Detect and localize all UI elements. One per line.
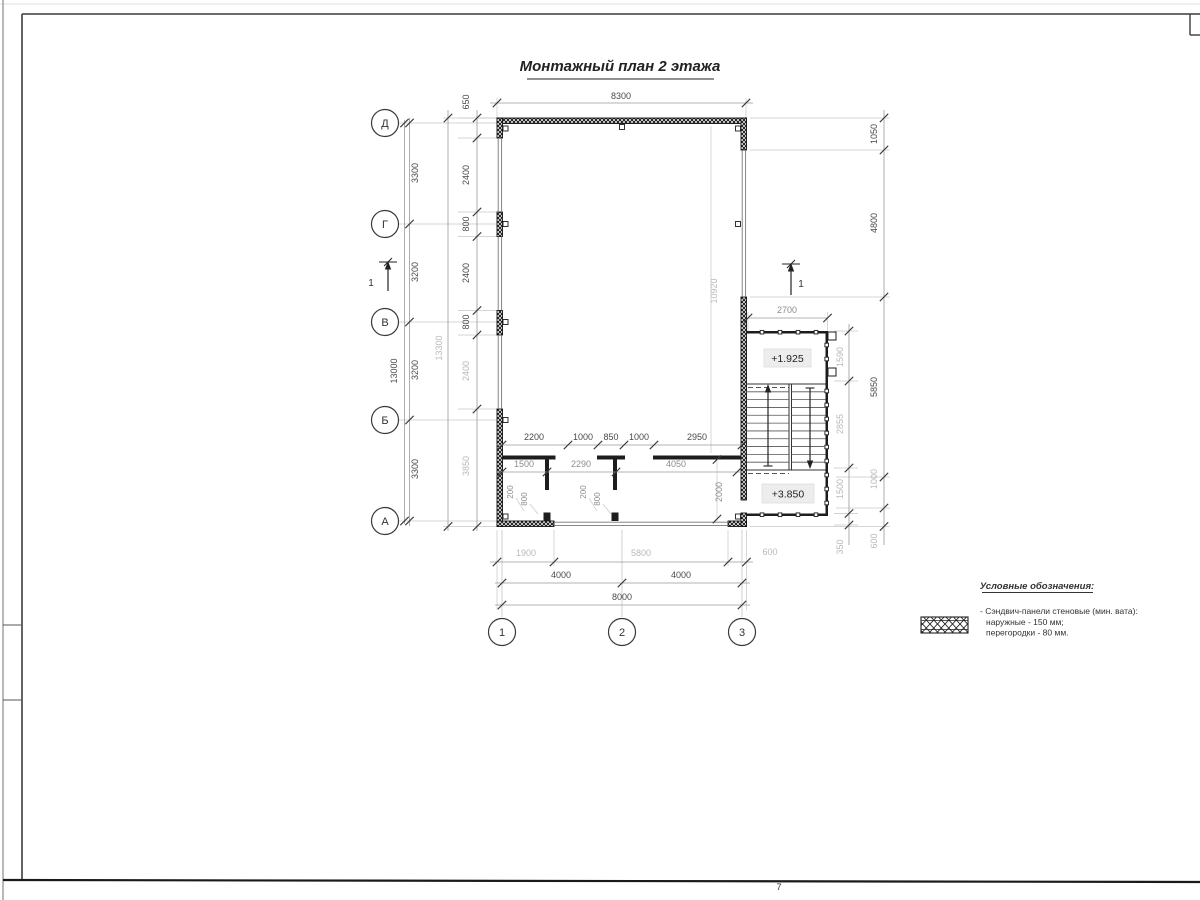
dim-label: 200 <box>506 485 515 499</box>
legend-item: перегородки - 80 мм. <box>986 627 1069 638</box>
dim-label: 200 <box>579 485 588 499</box>
axis-bubble-label: Д <box>381 118 389 130</box>
dim-label: 13000 <box>389 358 399 384</box>
panel-marker <box>796 513 800 517</box>
axis-bubble-label: 1 <box>498 627 506 639</box>
footer-mark: 7 <box>776 882 782 892</box>
dim-label: 2855 <box>835 413 845 435</box>
panel-marker <box>778 513 782 517</box>
dim-label: 2400 <box>461 164 471 186</box>
column-marker <box>736 126 741 131</box>
section-label: 1 <box>368 278 374 289</box>
dim-label: 2400 <box>461 360 471 382</box>
panel-marker <box>825 403 829 407</box>
dim-label: 5850 <box>869 376 879 398</box>
dim-label: 3300 <box>410 458 420 480</box>
dim-label: 3850 <box>461 455 471 477</box>
axis-bubble-label: А <box>381 516 389 528</box>
interior-partition <box>597 456 625 460</box>
interior-partition <box>544 513 551 522</box>
dim-label: 4050 <box>665 459 687 469</box>
dim-label: 1000 <box>869 468 879 490</box>
dim-label: 8300 <box>610 91 632 101</box>
dim-label: 800 <box>520 492 529 506</box>
dim-label: 8000 <box>611 592 633 602</box>
panel-marker <box>814 330 818 334</box>
exterior-wall <box>741 513 747 527</box>
dim-label: 1050 <box>869 123 879 145</box>
exterior-wall <box>741 118 747 150</box>
panel-marker <box>825 417 829 421</box>
dim-label: 2000 <box>714 481 724 503</box>
panel-marker <box>825 501 829 505</box>
dim-label: 2950 <box>686 432 708 442</box>
stair-up-arrowhead <box>765 384 771 393</box>
panel-marker <box>825 343 829 347</box>
dim-label: 5800 <box>630 548 652 558</box>
dim-label: 2200 <box>523 432 545 442</box>
column-marker <box>736 514 741 519</box>
exterior-wall <box>497 118 503 138</box>
column-marker <box>503 514 508 519</box>
panel-marker <box>814 513 818 517</box>
dim-label: 4000 <box>670 570 692 580</box>
dim-label: 10920 <box>709 278 719 304</box>
leader-line <box>603 504 611 514</box>
dim-label: 800 <box>593 492 602 506</box>
axis-bubble-label: 2 <box>618 627 626 639</box>
panel-marker <box>825 357 829 361</box>
panel-marker <box>825 431 829 435</box>
dim-label: 4800 <box>869 212 879 234</box>
dim-label: 650 <box>461 94 471 110</box>
legend-hatch-swatch <box>921 617 968 633</box>
elevation-label: +3.850 <box>771 488 805 501</box>
axis-bubble-label: В <box>381 317 389 329</box>
wall-junction-box <box>828 368 836 376</box>
panel-marker <box>825 487 829 491</box>
dim-label: 4000 <box>550 570 572 580</box>
dim-label: 1500 <box>835 478 845 500</box>
exterior-wall <box>497 521 554 527</box>
panel-marker <box>825 445 829 449</box>
dim-label: 1590 <box>835 346 845 368</box>
dim-label: 3300 <box>410 162 420 184</box>
wall-junction-box <box>828 332 836 340</box>
dim-label: 1900 <box>515 548 537 558</box>
exterior-wall <box>497 409 503 527</box>
column-marker <box>736 222 741 227</box>
dim-label: 13300 <box>434 335 444 361</box>
leader-line <box>530 504 538 514</box>
column-marker <box>503 418 508 423</box>
legend-item: - Сэндвич-панели стеновые (мин. вата): <box>980 606 1138 616</box>
panel-marker <box>825 473 829 477</box>
exterior-wall <box>497 212 503 237</box>
column-marker <box>503 320 508 325</box>
frame-bottom <box>3 880 1200 882</box>
dim-label: 1500 <box>513 459 535 469</box>
drawing-title: Монтажный план 2 этажа <box>519 58 721 75</box>
section-label: 1 <box>798 279 804 290</box>
elevation-label: +1.925 <box>771 353 804 365</box>
stair-down-arrowhead <box>807 461 813 470</box>
dim-label: 2700 <box>776 305 798 315</box>
dim-label: 1000 <box>628 432 650 442</box>
dim-label: 3200 <box>410 359 420 381</box>
dim-label: 3200 <box>410 261 420 283</box>
interior-partition <box>612 513 619 522</box>
exterior-wall <box>497 311 503 336</box>
interior-partition <box>545 460 549 491</box>
dim-label: 1000 <box>572 432 594 442</box>
exterior-wall <box>741 297 747 500</box>
dim-label: 2400 <box>461 262 471 284</box>
column-marker <box>503 126 508 131</box>
dim-label: 850 <box>603 432 619 442</box>
panel-marker <box>796 330 800 334</box>
dim-label: 800 <box>461 216 471 232</box>
axis-bubble-label: 3 <box>738 627 746 639</box>
dim-label: 600 <box>762 547 778 557</box>
dim-label: 350 <box>835 539 845 555</box>
column-marker <box>620 125 625 130</box>
panel-marker <box>760 513 764 517</box>
panel-marker <box>760 330 764 334</box>
exterior-wall <box>497 118 747 124</box>
dim-label: 800 <box>461 314 471 330</box>
panel-marker <box>825 389 829 393</box>
legend-item: наружные - 150 мм; <box>986 617 1064 627</box>
panel-marker <box>778 330 782 334</box>
dim-label: 600 <box>869 533 879 549</box>
axis-bubble-label: Г <box>382 219 388 231</box>
axis-bubble-label: Б <box>381 415 389 427</box>
legend-title: Условные обозначения: <box>979 581 1095 592</box>
column-marker <box>503 222 508 227</box>
dim-label: 2290 <box>570 459 592 469</box>
